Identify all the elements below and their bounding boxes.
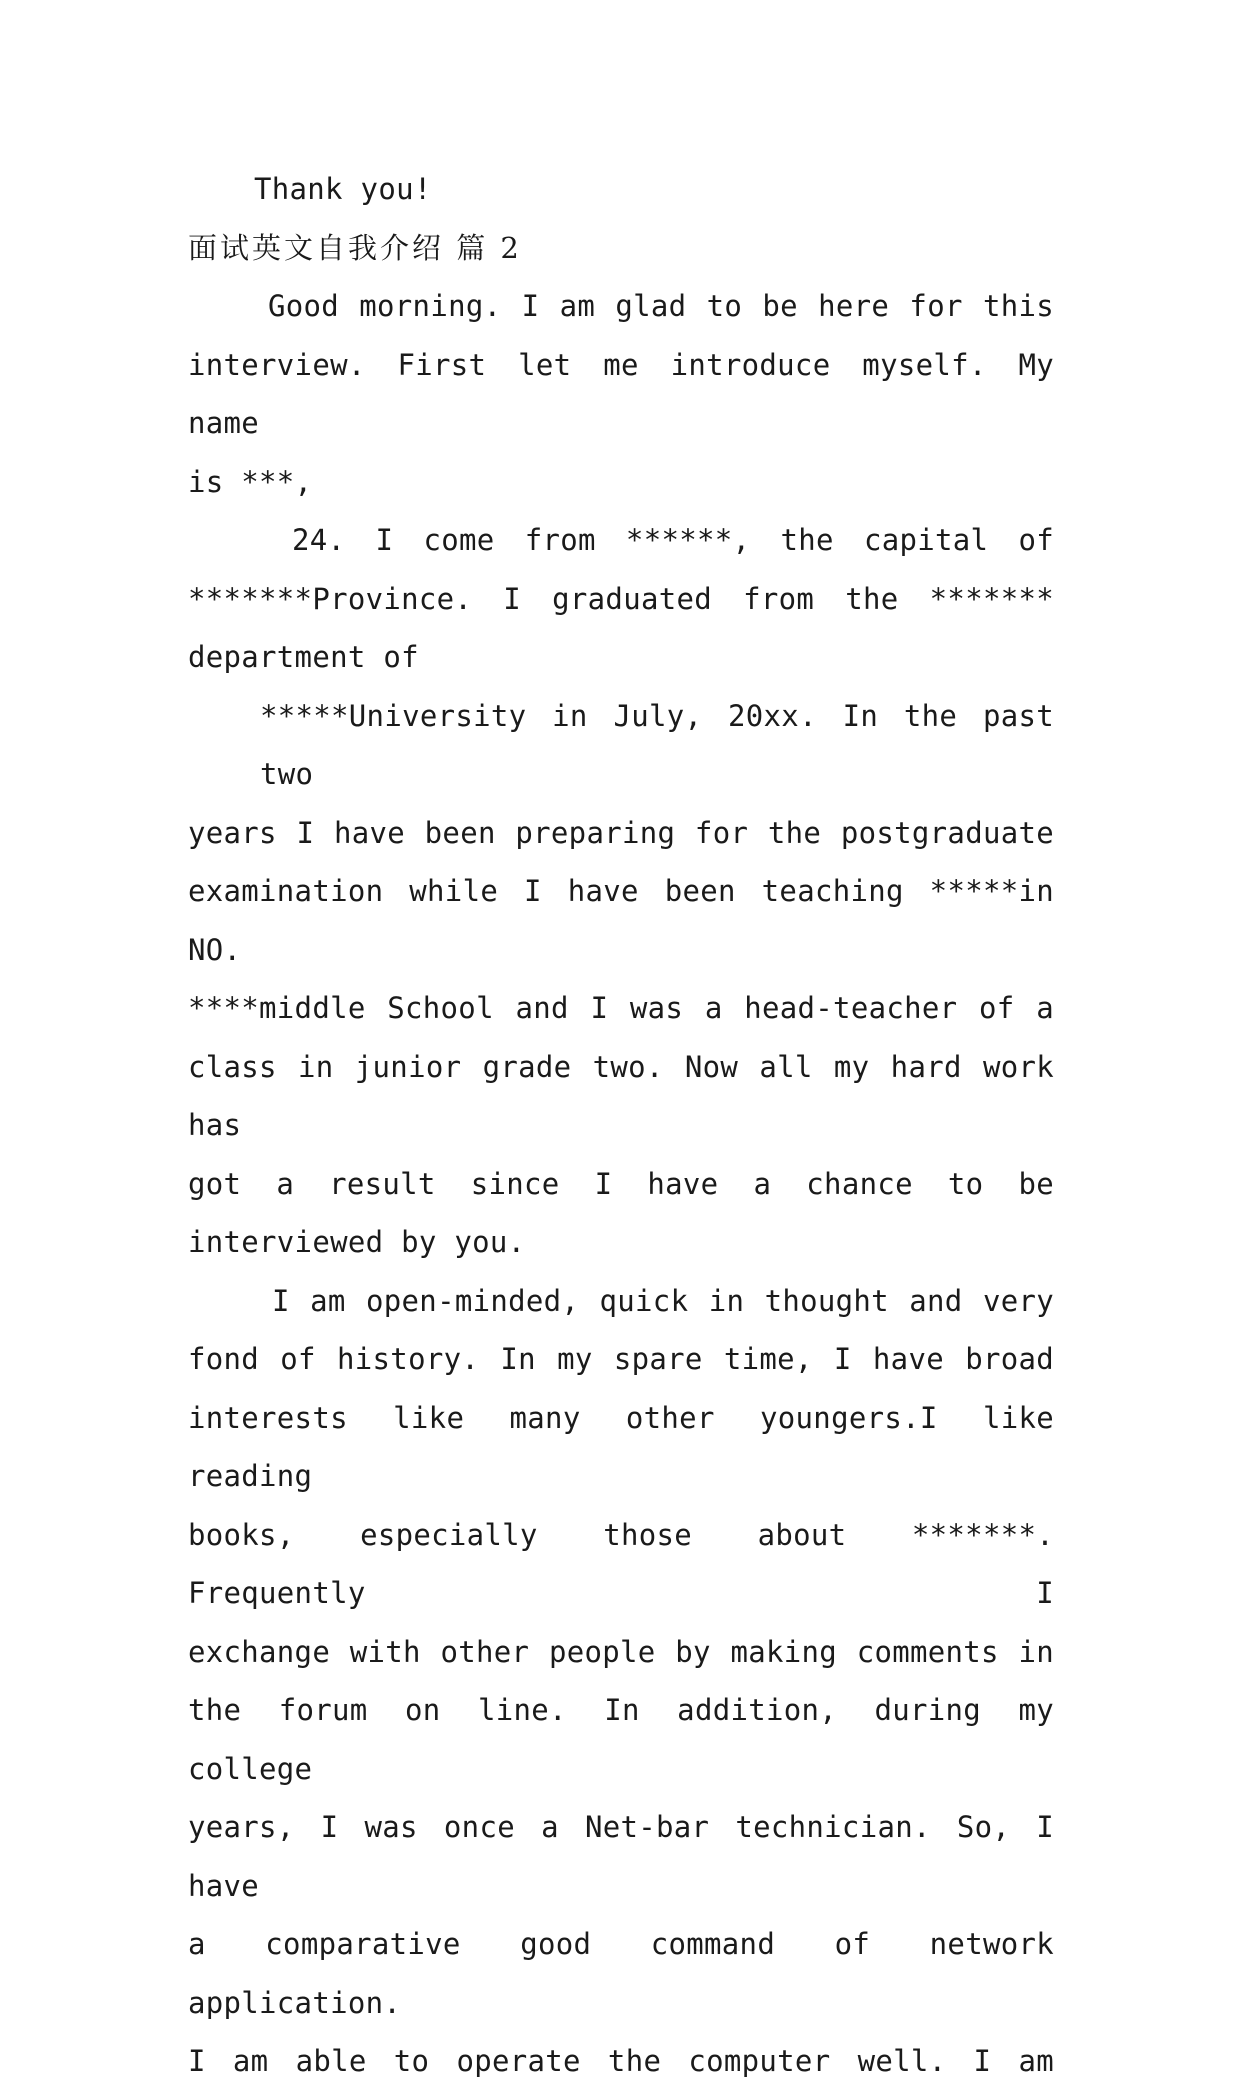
- text-line: the forum on line. In addition, during my college: [188, 1693, 1054, 1786]
- document-body: [188, 160, 1054, 2091]
- paragraph-origin: [188, 511, 1054, 687]
- text-line: examination while I have been teaching *****in NO.: [188, 874, 1054, 967]
- text-line: class in junior grade two. Now all my hard work has: [188, 1049, 1054, 1142]
- text-line: interview. First let me introduce myself. My name: [188, 347, 1054, 440]
- text-line: exchange with other people by making comments in: [188, 1634, 1054, 1669]
- text-line: got a result since I have a chance to be: [188, 1166, 1054, 1201]
- section-heading: 面试英文自我介绍 篇 2: [188, 230, 522, 265]
- text-line: ****middle School and I was a head-teacher of a: [188, 991, 1054, 1025]
- text-line: fond of history. In my spare time, I have broad: [188, 1342, 1054, 1376]
- text-line: I am open-minded, quick in thought and very: [272, 1283, 1054, 1318]
- text-line: *******Province. I graduated from the *******: [188, 581, 1054, 616]
- text-line: interviewed by you.: [188, 1225, 526, 1259]
- text-line: *****University in July, 20xx. In the past two: [260, 698, 1054, 791]
- text-line: is ***,: [188, 464, 313, 499]
- text-line: I am able to operate the computer well. I am: [188, 2044, 1054, 2078]
- text-line: interests like many other youngers.I like reading: [188, 1400, 1054, 1493]
- text-line: years I have been preparing for the postgraduate: [188, 815, 1054, 850]
- paragraph-interests: [188, 1272, 1054, 2091]
- text-line: department of: [188, 640, 419, 674]
- closing-line: Thank you!: [254, 172, 432, 206]
- paragraph-greeting: [188, 277, 1054, 511]
- text-line: years, I was once a Net-bar technician. So, I have: [188, 1810, 1054, 1903]
- text-line: a comparative good command of network application.: [188, 1927, 1054, 2020]
- text-line: Good morning. I am glad to be here for this: [268, 289, 1054, 323]
- text-line: books, especially those about *******. Frequently I: [188, 1517, 1054, 1610]
- paragraph-education: [188, 687, 1054, 1272]
- text-line: 24. I come from ******, the capital of: [292, 523, 1054, 557]
